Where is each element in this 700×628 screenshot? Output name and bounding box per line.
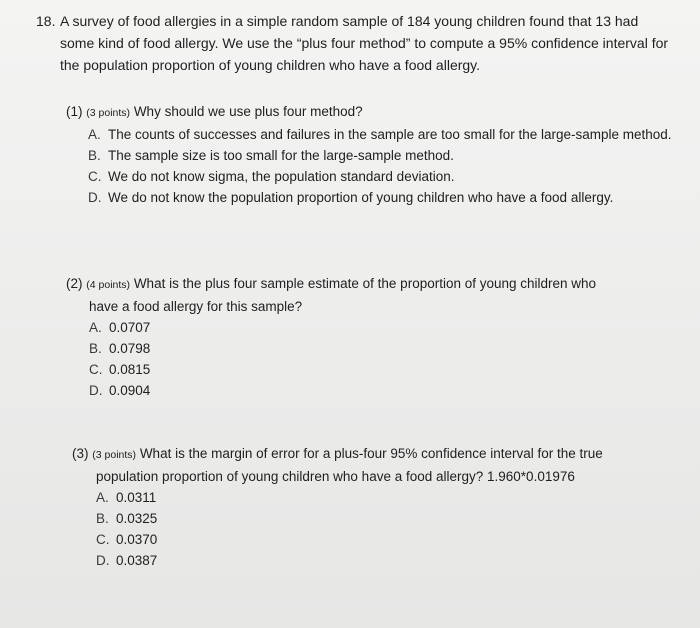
option-text: We do not know the population proportion of young children who have a food allergy.	[108, 190, 614, 205]
option-b[interactable]	[89, 338, 666, 359]
part-3-label: (3)	[72, 446, 89, 461]
option-text: 0.0707	[109, 320, 151, 335]
part-1-options	[88, 124, 686, 208]
option-text: The counts of successes and failures in the sample are too small for the large-sample method.	[108, 127, 672, 142]
option-b[interactable]	[96, 508, 672, 529]
part-1-text: Why should we use plus four method?	[133, 104, 363, 119]
option-text: 0.0798	[109, 341, 151, 356]
part-3-points: (3 points)	[92, 449, 137, 461]
option-a[interactable]	[96, 487, 672, 508]
option-b[interactable]	[88, 145, 686, 166]
option-letter: C.	[89, 362, 103, 377]
option-d[interactable]	[89, 380, 666, 401]
option-text: 0.0370	[116, 532, 158, 547]
part-3-header	[72, 443, 672, 466]
part-2-text-continued: have a food allergy for this sample?	[89, 299, 303, 314]
option-text: 0.0815	[109, 362, 151, 377]
option-letter: B.	[88, 148, 101, 163]
option-letter: D.	[96, 553, 110, 568]
option-a[interactable]	[89, 317, 666, 338]
option-text: 0.0325	[116, 511, 158, 526]
part-1	[66, 101, 686, 208]
part-2-label: (2)	[66, 276, 83, 291]
part-2-points: (4 points)	[86, 279, 131, 291]
part-2-text: What is the plus four sample estimate of the proportion of young children who	[133, 276, 597, 291]
option-letter: A.	[88, 127, 101, 142]
option-d[interactable]	[96, 550, 672, 571]
part-1-header	[66, 101, 686, 124]
part-2-options	[89, 317, 666, 401]
part-2-header	[66, 273, 666, 296]
option-letter: B.	[96, 511, 109, 526]
option-letter: B.	[89, 341, 102, 356]
option-text: 0.0387	[116, 553, 158, 568]
option-c[interactable]	[96, 529, 672, 550]
part-3	[72, 443, 672, 571]
option-c[interactable]	[89, 359, 666, 380]
part-1-points: (3 points)	[86, 107, 131, 119]
option-d[interactable]	[88, 187, 686, 208]
question-number: 18.	[36, 13, 56, 29]
question-text: A survey of food allergies in a simple random sample of 184 young children found that 13 had some kind of food allergy. We use the “plus four method” to compute a 95% confidence interval for the population proportion of young children who have a food allergy.	[60, 13, 669, 73]
option-c[interactable]	[88, 166, 686, 187]
part-1-label: (1)	[66, 104, 83, 119]
option-text: 0.0311	[116, 490, 157, 505]
option-text: 0.0904	[109, 383, 151, 398]
option-text: The sample size is too small for the large-sample method.	[108, 148, 454, 163]
option-letter: C.	[96, 532, 110, 547]
option-letter: A.	[96, 490, 109, 505]
option-a[interactable]	[88, 124, 686, 145]
option-letter: A.	[89, 320, 102, 335]
option-letter: D.	[89, 383, 103, 398]
part-2	[66, 273, 666, 401]
option-text: We do not know sigma, the population standard deviation.	[108, 169, 455, 184]
part-3-text-continued: population proportion of young children who have a food allergy? 1.960*0.01976	[96, 469, 575, 484]
option-letter: C.	[88, 169, 102, 184]
part-3-text: What is the margin of error for a plus-four 95% confidence interval for the true	[139, 446, 603, 461]
question-stem	[36, 10, 676, 76]
option-letter: D.	[88, 190, 102, 205]
part-3-options	[96, 487, 672, 571]
